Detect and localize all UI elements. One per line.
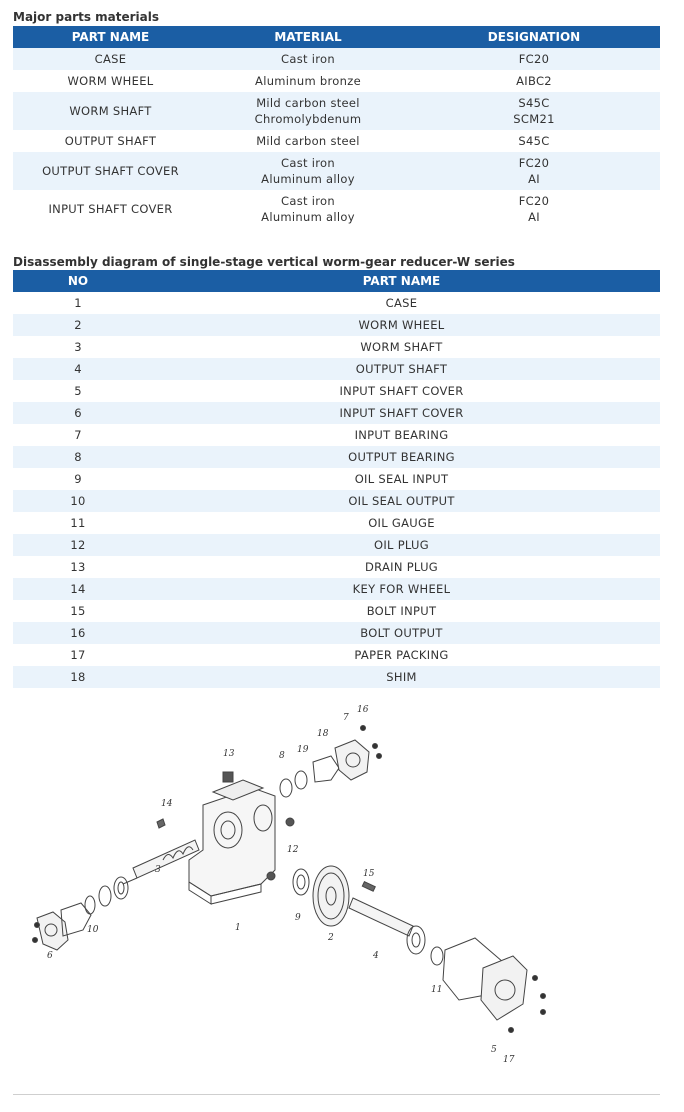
- svg-text:14: 14: [161, 799, 173, 809]
- svg-text:1: 1: [235, 923, 241, 933]
- material-cell-line: Aluminum alloy: [261, 210, 355, 224]
- output-bearing: [293, 869, 309, 895]
- materials-header-row: [13, 26, 660, 48]
- svg-text:17: 17: [503, 1055, 515, 1065]
- table-row: [13, 70, 660, 92]
- oil-seal-right: [431, 947, 443, 965]
- material-cell-line: Cast iron: [281, 156, 335, 170]
- designation-cell: [408, 48, 660, 70]
- table-row: [13, 92, 660, 130]
- table-row: [13, 292, 660, 314]
- bearing-top: [280, 779, 292, 797]
- part-name-cell: SHIM: [143, 666, 660, 688]
- table-row: [13, 380, 660, 402]
- svg-text:3: 3: [155, 865, 161, 875]
- materials-table: [13, 26, 660, 228]
- svg-text:19: 19: [297, 745, 309, 755]
- svg-text:16: 16: [357, 705, 369, 715]
- bearing-left: [114, 877, 128, 899]
- part-name-cell: WORM SHAFT: [13, 92, 208, 130]
- table-row: [13, 534, 660, 556]
- material-cell: [208, 48, 408, 70]
- header-part-name-2: PART NAME: [143, 270, 660, 292]
- ring-left: [99, 886, 111, 906]
- svg-text:5: 5: [491, 1045, 497, 1055]
- bearing-right: [407, 926, 425, 954]
- designation-cell: [408, 92, 660, 130]
- svg-text:9: 9: [295, 913, 301, 923]
- row-number-cell: 10: [13, 490, 143, 512]
- part-name-cell: CASE: [385, 296, 418, 310]
- svg-text:6: 6: [47, 951, 53, 961]
- material-cell: [208, 152, 408, 190]
- diagram-callouts: [47, 705, 515, 1065]
- table-row: [13, 644, 660, 666]
- seal-top: [295, 771, 307, 789]
- case: [189, 772, 294, 904]
- designation-cell-line: FC20: [518, 156, 550, 170]
- designation-cell-line: SCM21: [513, 112, 555, 126]
- drain-plug: [223, 772, 233, 782]
- table-row: [13, 424, 660, 446]
- designation-cell-line: FC20: [518, 194, 550, 208]
- part-name-cell: KEY FOR WHEEL: [143, 578, 660, 600]
- oil-plug: [286, 818, 294, 826]
- output-shaft-cover: [481, 956, 527, 1020]
- header-part-name: PART NAME: [13, 26, 208, 48]
- part-name-cell: BOLT INPUT: [366, 604, 437, 618]
- row-number-cell: 7: [74, 428, 82, 442]
- row-number-cell: 12: [13, 534, 143, 556]
- svg-text:4: 4: [373, 951, 379, 961]
- svg-text:18: 18: [317, 729, 329, 739]
- part-name-cell: OUTPUT BEARING: [143, 446, 660, 468]
- table-row: [13, 190, 660, 228]
- table-row: [13, 152, 660, 190]
- worm-wheel: [313, 866, 349, 926]
- row-number-cell: 11: [70, 516, 86, 530]
- svg-text:15: 15: [363, 869, 375, 879]
- table-row: [13, 512, 660, 534]
- designation-cell-line: S45C: [518, 96, 550, 110]
- table-row: [13, 48, 660, 70]
- material-cell-line: Cast iron: [281, 52, 335, 66]
- material-cell-line: Aluminum bronze: [255, 74, 361, 88]
- table-row: [13, 336, 660, 358]
- svg-text:2: 2: [328, 933, 334, 943]
- svg-text:13: 13: [223, 749, 235, 759]
- part-name-cell: DRAIN PLUG: [365, 560, 438, 574]
- part-name-cell: INPUT SHAFT COVER: [143, 402, 660, 424]
- worm-shaft: [123, 840, 199, 884]
- designation-cell-line: FC20: [518, 52, 550, 66]
- table-row: [13, 314, 660, 336]
- material-cell-line: Mild carbon steel: [256, 96, 360, 110]
- designation-cell: [408, 130, 660, 152]
- oil-seal-left: [85, 896, 95, 914]
- designation-cell: [408, 70, 660, 92]
- row-number-cell: 13: [70, 560, 86, 574]
- row-number-cell: 4: [13, 358, 143, 380]
- disassembly-title: Disassembly diagram of single-stage vertical worm-gear reducer-W series: [13, 255, 515, 269]
- material-cell-line: Chromolybdenum: [254, 112, 362, 126]
- material-cell: [208, 92, 408, 130]
- row-number-cell: 9: [74, 472, 82, 486]
- table-row: [13, 578, 660, 600]
- header-material: MATERIAL: [208, 26, 408, 48]
- material-cell-line: Cast iron: [281, 194, 335, 208]
- part-name-cell: OIL SEAL INPUT: [354, 472, 449, 486]
- row-number-cell: 5: [74, 384, 82, 398]
- part-name-cell: OUTPUT SHAFT: [143, 358, 660, 380]
- material-cell: [208, 130, 408, 152]
- part-name-cell: OIL PLUG: [143, 534, 660, 556]
- row-number-cell: 8: [13, 446, 143, 468]
- svg-text:12: 12: [287, 845, 299, 855]
- designation-cell: [408, 152, 660, 190]
- footer-divider: [13, 1094, 660, 1095]
- material-cell-line: Mild carbon steel: [256, 134, 360, 148]
- key-for-wheel: [157, 819, 165, 828]
- shim-top: [313, 756, 339, 782]
- part-name-cell: WORM WHEEL: [67, 74, 154, 88]
- part-name-cell: CASE: [13, 48, 208, 70]
- svg-text:11: 11: [431, 985, 443, 995]
- disassembly-diagram: [13, 700, 660, 1085]
- disassembly-header-row: [13, 270, 660, 292]
- material-cell-line: Aluminum alloy: [261, 172, 355, 186]
- part-name-cell: WORM SHAFT: [360, 340, 443, 354]
- disassembly-table: [13, 270, 660, 688]
- part-name-cell: INPUT SHAFT COVER: [339, 384, 464, 398]
- material-cell: [208, 70, 408, 92]
- oil-gauge: [267, 872, 275, 880]
- designation-cell: [408, 190, 660, 228]
- table-row: [13, 402, 660, 424]
- row-number-cell: 2: [13, 314, 143, 336]
- part-name-cell: INPUT SHAFT COVER: [48, 202, 173, 216]
- designation-cell-line: S45C: [518, 134, 550, 148]
- row-number-cell: 3: [74, 340, 82, 354]
- part-name-cell: OUTPUT SHAFT: [64, 134, 157, 148]
- row-number-cell: 6: [13, 402, 143, 424]
- table-row: [13, 666, 660, 688]
- designation-cell-line: AIBC2: [516, 74, 552, 88]
- header-designation: DESIGNATION: [408, 26, 660, 48]
- part-name-cell: OUTPUT SHAFT COVER: [13, 152, 208, 190]
- materials-title: Major parts materials: [13, 10, 160, 24]
- row-number-cell: 1: [74, 296, 82, 310]
- input-shaft-cover-top: [335, 740, 369, 780]
- table-row: [13, 358, 660, 380]
- material-cell: [208, 190, 408, 228]
- table-row: [13, 468, 660, 490]
- row-number-cell: 18: [13, 666, 143, 688]
- part-name-cell: WORM WHEEL: [143, 314, 660, 336]
- part-name-cell: INPUT BEARING: [354, 428, 449, 442]
- designation-cell-line: AI: [528, 172, 540, 186]
- table-row: [13, 600, 660, 622]
- table-row: [13, 130, 660, 152]
- svg-text:10: 10: [87, 925, 99, 935]
- part-name-cell: PAPER PACKING: [354, 648, 449, 662]
- table-row: [13, 556, 660, 578]
- header-no: NO: [13, 270, 143, 292]
- row-number-cell: 15: [70, 604, 86, 618]
- table-row: [13, 446, 660, 468]
- output-shaft: [349, 882, 413, 936]
- part-name-cell: BOLT OUTPUT: [143, 622, 660, 644]
- designation-cell-line: AI: [528, 210, 540, 224]
- row-number-cell: 14: [13, 578, 143, 600]
- part-name-cell: OIL GAUGE: [368, 516, 435, 530]
- table-row: [13, 622, 660, 644]
- svg-text:8: 8: [279, 751, 285, 761]
- table-row: [13, 490, 660, 512]
- row-number-cell: 17: [70, 648, 86, 662]
- part-name-cell: OIL SEAL OUTPUT: [143, 490, 660, 512]
- row-number-cell: 16: [13, 622, 143, 644]
- svg-text:7: 7: [343, 713, 349, 723]
